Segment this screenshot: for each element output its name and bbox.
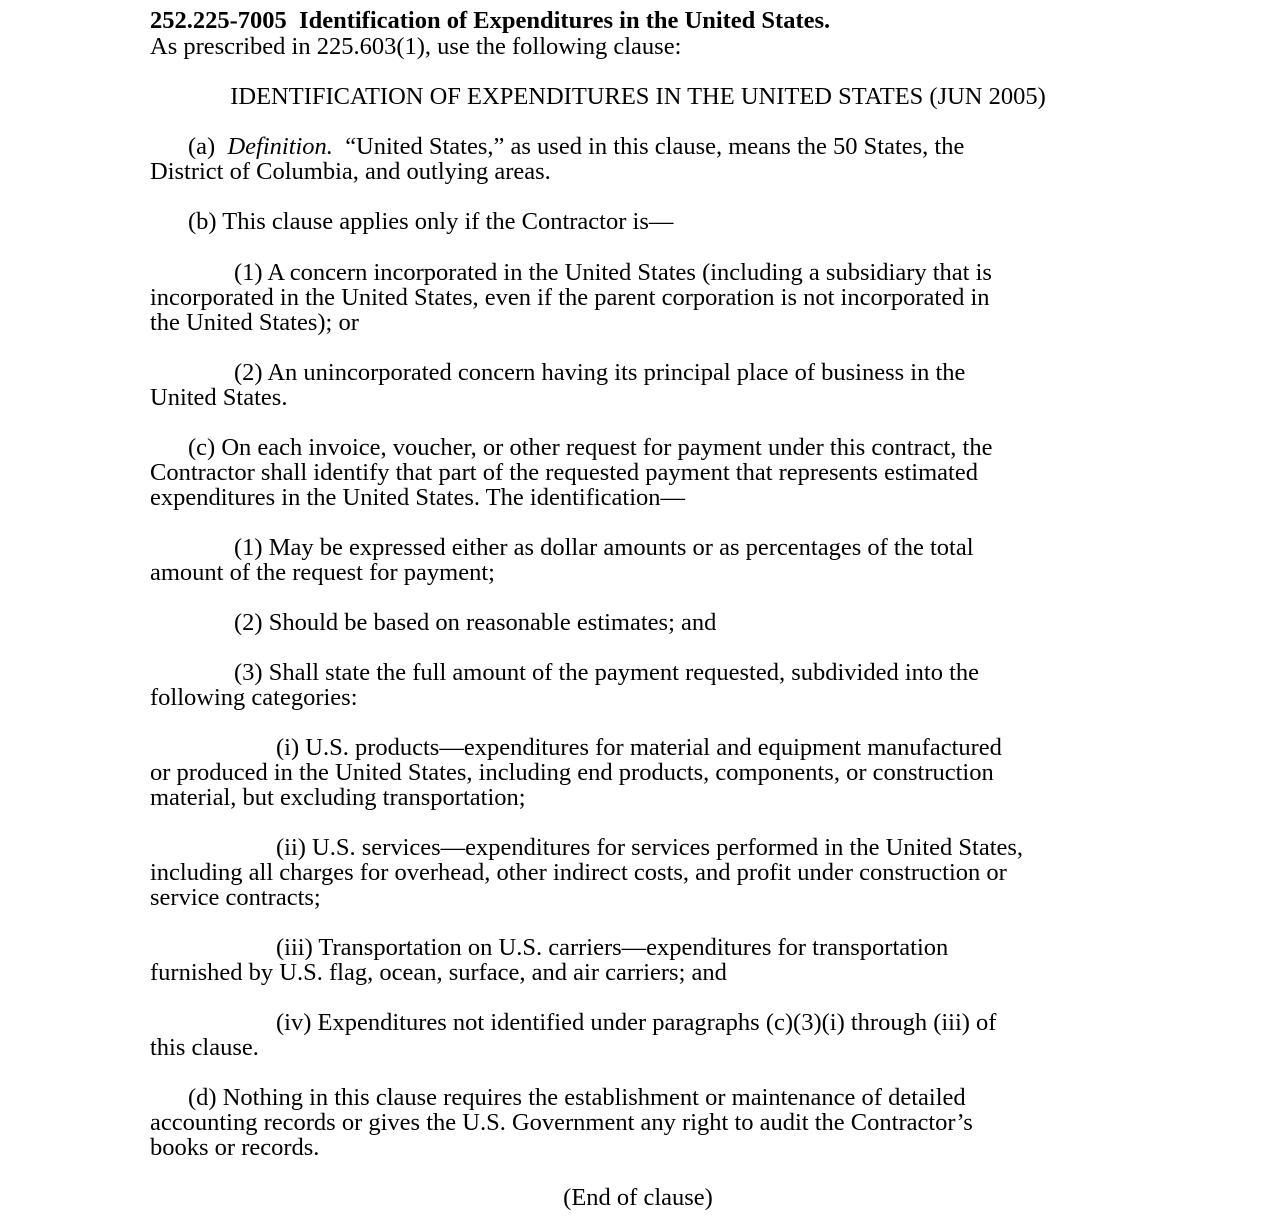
paragraph-c-line-2: Contractor shall identify that part of the requested payment that represents estimated: [150, 459, 978, 486]
paragraph-c3-line-1: (3) Shall state the full amount of the payment requested, subdivided into the: [234, 659, 980, 686]
paragraph-c3iv-line-2: this clause.: [150, 1034, 259, 1061]
paragraph-b2-line-2: United States.: [150, 384, 288, 411]
paragraph-d-line-3: books or records.: [150, 1134, 320, 1161]
paragraph-c1-line-1: (1) May be expressed either as dollar amounts or as percentages of the total: [234, 534, 974, 561]
clause-title: IDENTIFICATION OF EXPENDITURES IN THE UNITED STATES (JUN 2005): [230, 83, 1046, 110]
paragraph-c3i-line-1: (i) U.S. products—expenditures for material and equipment manufactured: [276, 734, 1002, 761]
paragraph-b-line-1: (b) This clause applies only if the Contractor is—: [188, 208, 674, 235]
paragraph-c3i-line-2: or produced in the United States, including end products, components, or construction: [150, 759, 994, 786]
paragraph-a-text: “United States,” as used in this clause, means the 50 States, the: [345, 133, 965, 160]
section-number: 252.225-7005: [150, 7, 287, 34]
paragraph-d-line-2: accounting records or gives the U.S. Government any right to audit the Contractor’s: [150, 1109, 973, 1136]
paragraph-a-line-2: District of Columbia, and outlying areas.: [150, 158, 551, 185]
paragraph-c3ii-line-2: including all charges for overhead, other indirect costs, and profit under construction or: [150, 859, 1007, 886]
paragraph-d-line-1: (d) Nothing in this clause requires the establishment or maintenance of detailed: [188, 1084, 966, 1111]
paragraph-c3iv-line-1: (iv) Expenditures not identified under paragraphs (c)(3)(i) through (iii) of: [276, 1009, 997, 1036]
paragraph-a-label: (a): [188, 133, 216, 160]
paragraph-c-line-1: (c) On each invoice, voucher, or other request for payment under this contract, the: [188, 434, 993, 461]
paragraph-c2-line-1: (2) Should be based on reasonable estimates; and: [234, 609, 717, 636]
end-of-clause: (End of clause): [563, 1184, 713, 1211]
paragraph-b1-line-2: incorporated in the United States, even if the parent corporation is not incorporated in: [150, 284, 990, 311]
paragraph-c3i-line-3: material, but excluding transportation;: [150, 784, 526, 811]
paragraph-b1-line-3: the United States); or: [150, 309, 359, 336]
paragraph-c3-line-2: following categories:: [150, 684, 358, 711]
paragraph-c3iii-line-1: (iii) Transportation on U.S. carriers—expenditures for transportation: [276, 934, 949, 961]
section-title: Identification of Expenditures in the United States.: [299, 7, 831, 34]
section-heading: [150, 8, 830, 34]
paragraph-c1-line-2: amount of the request for payment;: [150, 559, 495, 586]
paragraph-c3ii-line-1: (ii) U.S. services—expenditures for services performed in the United States,: [276, 834, 1024, 861]
paragraph-c3iii-line-2: furnished by U.S. flag, ocean, surface, and air carriers; and: [150, 959, 727, 986]
paragraph-a-line-1: [150, 134, 964, 160]
paragraph-a-term: Definition.: [227, 133, 333, 160]
paragraph-b1-line-1: (1) A concern incorporated in the United States (including a subsidiary that is: [234, 259, 992, 286]
paragraph-b2-line-1: (2) An unincorporated concern having its principal place of business in the: [234, 359, 966, 386]
paragraph-c3ii-line-3: service contracts;: [150, 884, 321, 911]
prescription-text: As prescribed in 225.603(1), use the following clause:: [150, 33, 682, 60]
paragraph-c-line-3: expenditures in the United States. The identification—: [150, 484, 686, 511]
